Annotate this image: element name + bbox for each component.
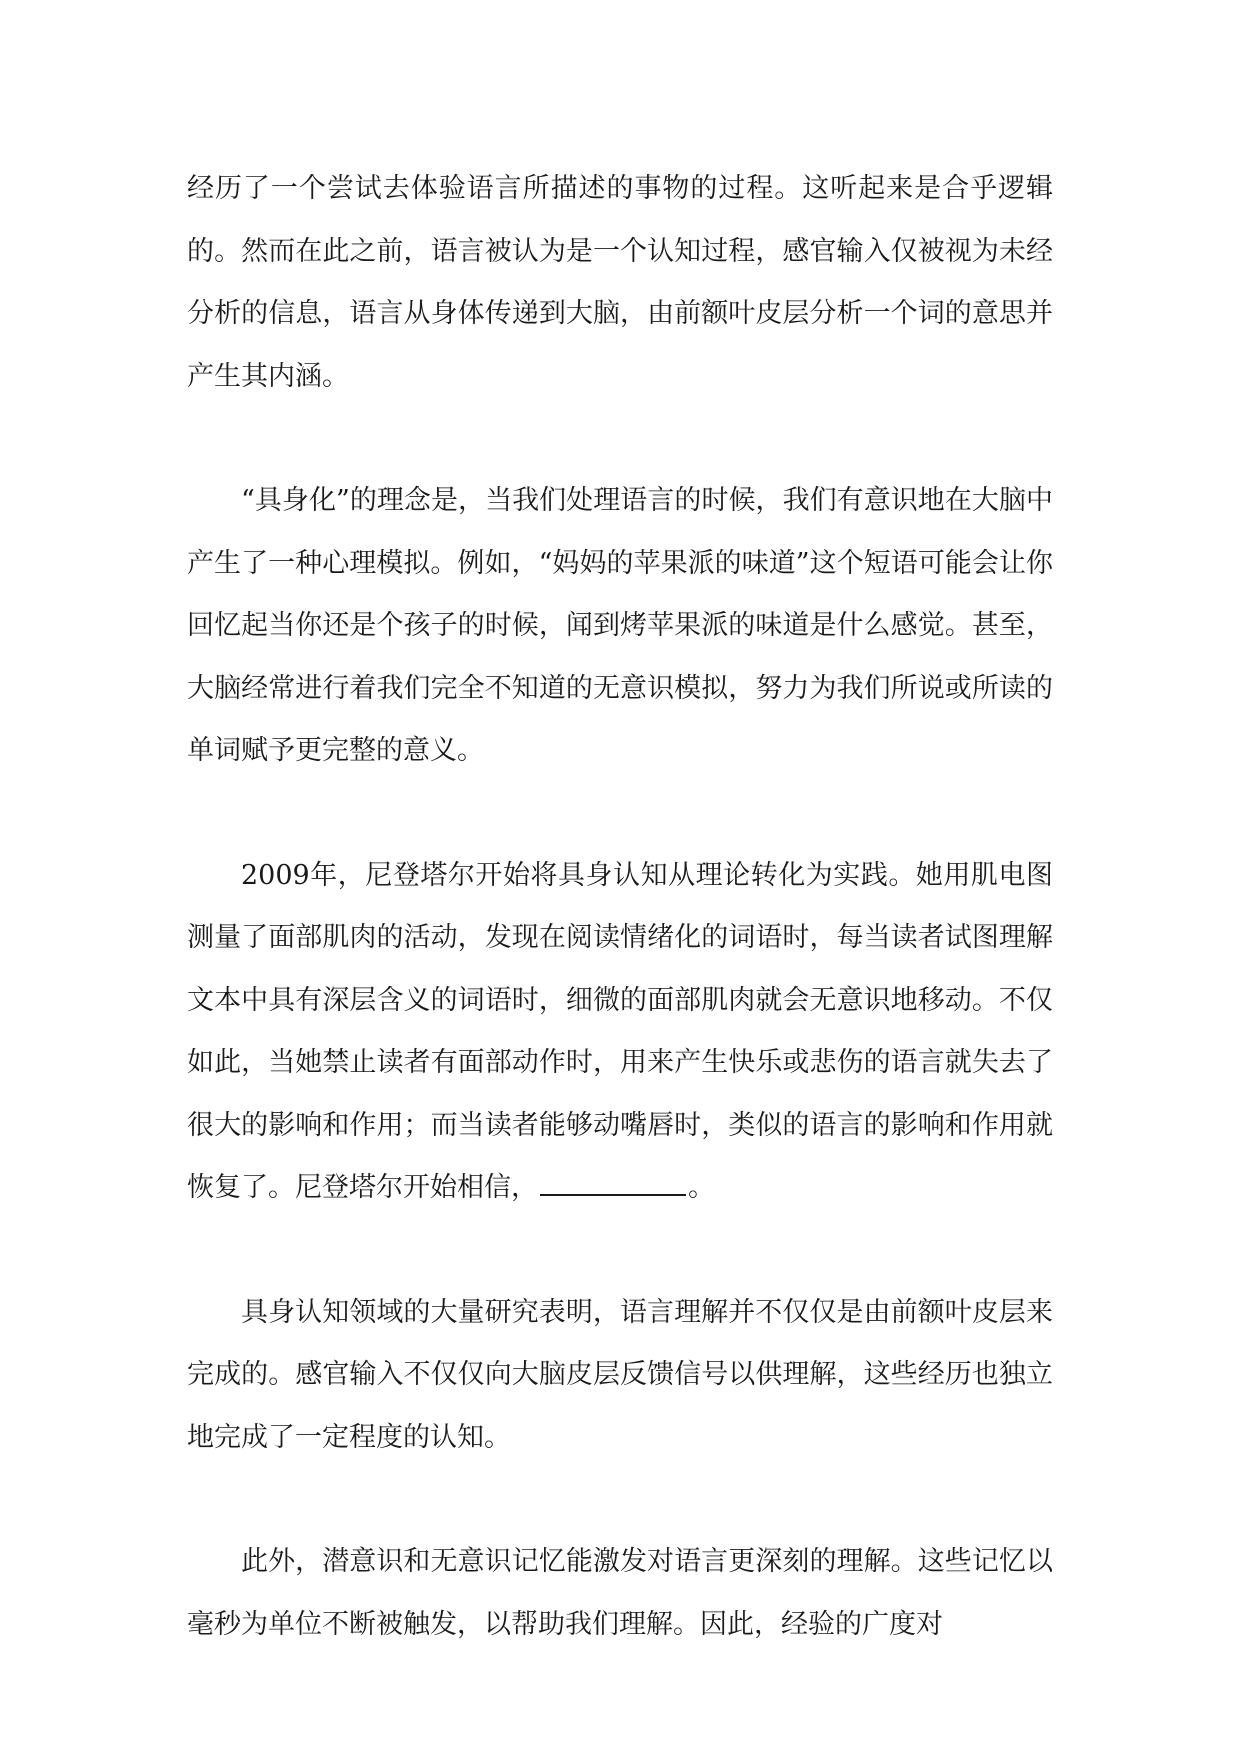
paragraph-3-text-after-blank: 。 (688, 1172, 715, 1203)
paragraph-1: 经历了一个尝试去体验语言所描述的事物的过程。这听起来是合乎逻辑的。然而在此之前，语言被认为是一个认知过程，感官输入仅被视为未经分析的信息，语言从身体传递到大脑，由前额叶皮层分析一个词的意思并产生其内涵。 (187, 173, 1053, 392)
paragraph-4: 具身认知领域的大量研究表明，语言理解并不仅仅是由前额叶皮层来完成的。感官输入不仅仅向大脑皮层反馈信号以供理解，这些经历也独立地完成了一定程度的认知。 (187, 1296, 1053, 1453)
fill-in-blank (540, 1166, 686, 1196)
paragraph-2: “具身化”的理念是，当我们处理语言的时候，我们有意识地在大脑中产生了一种心理模拟。例如，“妈妈的苹果派的味道”这个短语可能会让你回忆起当你还是个孩子的时候，闻到烤苹果派的味道是什么感觉。甚至，大脑经常进行着我们完全不知道的无意识模拟，努力为我们所说或所读的单词赋予更完整的意义。 (187, 485, 1053, 766)
paragraph-3 (187, 845, 1053, 1220)
document-body (187, 158, 1053, 1656)
paragraph-5: 此外，潜意识和无意识记忆能激发对语言更深刻的理解。这些记忆以毫秒为单位不断被触发，以帮助我们理解。因此，经验的广度对 (187, 1546, 1053, 1640)
paragraph-3-text-before-blank: 2009年，尼登塔尔开始将具身认知从理论转化为实践。她用肌电图测量了面部肌肉的活动，发现在阅读情绪化的词语时，每当读者试图理解文本中具有深层含义的词语时，细微的面部肌肉就会无意识地移动。不仅如此，当她禁止读者有面部动作时，用来产生快乐或悲伤的语言就失去了很大的影响和作用；而当读者能够动嘴唇时，类似的语言的影响和作用就恢复了。尼登塔尔开始相信， (187, 859, 1053, 1203)
